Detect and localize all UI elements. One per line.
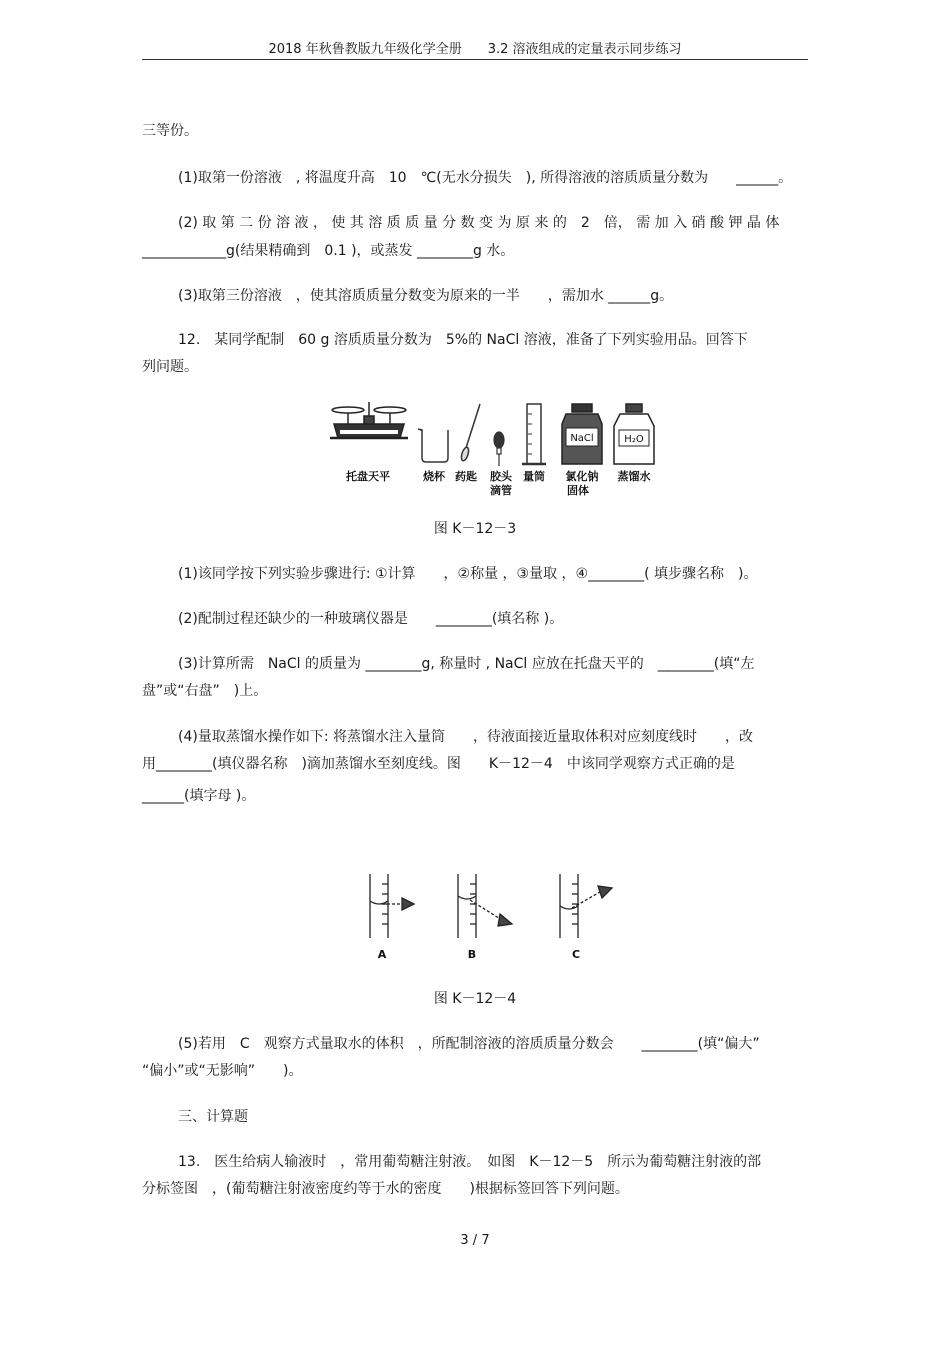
water-bottle-label: H₂O [624, 434, 644, 445]
header-rule [142, 59, 808, 60]
intro-line: 三等份。 [142, 123, 198, 139]
question-13-line-1: 13. 医生给病人输液时 ，常用葡萄糖注射液。 如图 K－12－5 所示为葡萄糖注射液的部 [178, 1154, 762, 1170]
question-12-part-5-line-1: (5)若用 C 观察方式量取水的体积 ，所配制溶液的溶质质量分数会 ________(填“偏大” [178, 1036, 760, 1052]
label-cylinder: 量筒 [523, 470, 545, 483]
reading-method-c [560, 874, 612, 961]
page-header: 2018 年秋鲁教版九年级化学全册 3.2 溶液组成的定量表示同步练习 [268, 42, 682, 57]
label-dropper-line-2: 滴管 [490, 484, 512, 497]
question-11-part-2-line-1: (2) 取 第 二 份 溶 液 ， 使 其 溶 质 质 量 分 数 变 为 原 来 的 2 倍， 需 加 入 硝 酸 钾 晶 体 [178, 215, 780, 231]
label-c: C [571, 948, 581, 961]
graduated-cylinder-illustration [522, 404, 546, 464]
question-12-part-4-line-2: 用________(填仪器名称 )滴加蒸馏水至刻度线。图 K－12－4 中该同学观察方式正确的是 [142, 756, 735, 772]
spoon-illustration [460, 404, 480, 462]
beaker-illustration [418, 429, 448, 462]
figure-k12-3 [320, 398, 660, 502]
label-spoon: 药匙 [455, 470, 477, 483]
label-balance: 托盘天平 [346, 470, 390, 483]
label-b: B [467, 948, 477, 961]
nacl-bottle-label: NaCl [570, 433, 594, 444]
section-heading-calculation: 三、计算题 [178, 1109, 248, 1125]
question-11-part-2-line-2: ____________g(结果精确到 0.1 )，或蒸发 ________g 水。 [142, 243, 515, 259]
label-water: 蒸馏水 [617, 470, 651, 483]
figure-k12-4-caption: 图 K－12－4 [433, 991, 517, 1007]
reading-method-a [370, 874, 414, 961]
label-nacl-line-1: 氯化钠 [565, 470, 599, 483]
question-12-part-2: (2)配制过程还缺少的一种玻璃仪器是 ________(填名称 )。 [178, 611, 564, 627]
question-12-part-4-line-3: ______(填字母 )。 [142, 788, 256, 804]
question-12-part-3-line-1: (3)计算所需 NaCl 的质量为 ________g, 称量时 , NaCl 应放在托盘天平的 ________(填“左 [178, 656, 755, 672]
balance-illustration [330, 402, 408, 438]
nacl-bottle-illustration [562, 404, 602, 464]
label-dropper-line-1: 胶头 [490, 470, 512, 483]
page-number: 3 / 7 [460, 1233, 490, 1248]
figure-k12-3-caption: 图 K－12－3 [433, 521, 517, 537]
label-beaker: 烧杯 [423, 470, 445, 483]
question-13-line-2: 分标签图 ，(葡萄糖注射液密度约等于水的密度 )根据标签回答下列问题。 [142, 1181, 629, 1197]
label-nacl-line-2: 固体 [567, 484, 589, 497]
question-12-part-1: (1)该同学按下列实验步骤进行: ①计算 ，②称量 ，③量取 ，④________( 填步骤名称 )。 [178, 566, 758, 582]
question-11-part-3: (3)取第三份溶液 ，使其溶质质量分数变为原来的一半 ，需加水 ______g。 [178, 288, 674, 304]
question-12-line-2: 列问题。 [142, 359, 198, 375]
question-12-part-5-line-2: “偏小”或“无影响” )。 [142, 1063, 303, 1079]
figure-k12-4 [360, 870, 620, 966]
question-12-line-1: 12. 某同学配制 60 g 溶质质量分数为 5%的 NaCl 溶液，准备了下列实验用品。回答下 [178, 332, 748, 348]
dropper-illustration [494, 432, 504, 466]
reading-method-b [458, 874, 512, 961]
question-12-part-4-line-1: (4)量取蒸馏水操作如下: 将蒸馏水注入量筒 ，待液面接近量取体积对应刻度线时 ，改 [178, 729, 753, 745]
label-a: A [377, 948, 387, 961]
question-12-part-3-line-2: 盘”或“右盘” )上。 [142, 683, 268, 699]
water-bottle-illustration [614, 404, 654, 464]
question-11-part-1: (1)取第一份溶液 , 将温度升高 10 ℃(无水分损失 ), 所得溶液的溶质质量分数为 ______。 [178, 170, 793, 186]
